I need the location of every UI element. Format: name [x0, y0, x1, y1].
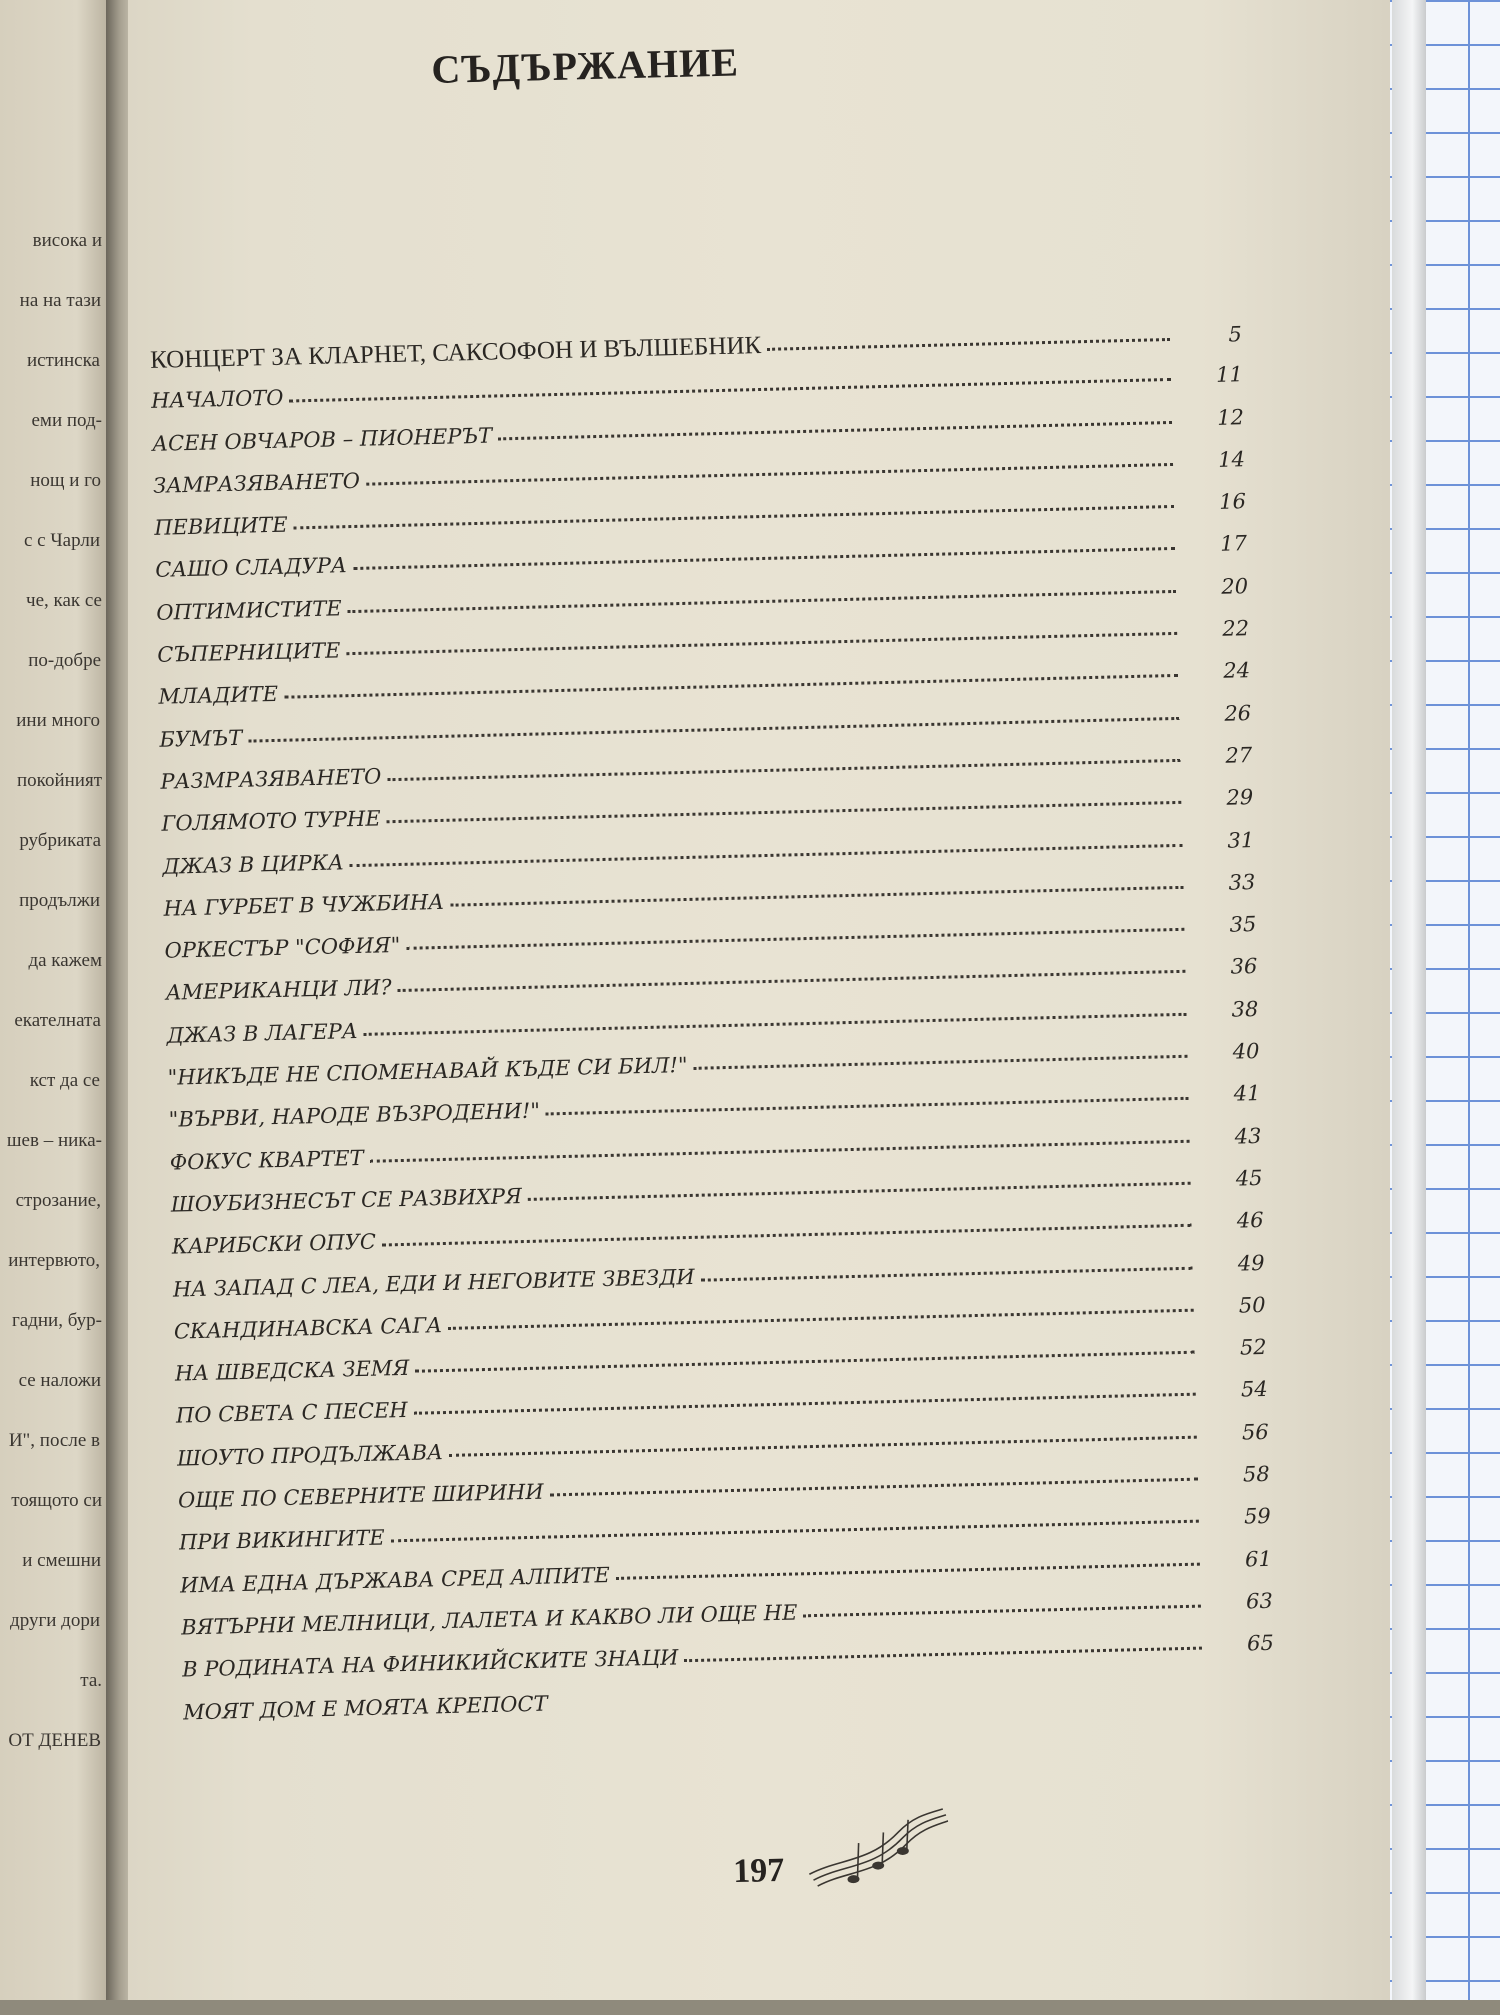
left-page-text-fragment: гадни, бур-: [12, 1310, 102, 1331]
toc-entry-title: ШОУБИЗНЕСЪТ СЕ РАЗВИХРЯ: [170, 1184, 523, 1217]
toc-entry-page: 16: [1218, 489, 1247, 515]
toc-entry-title: В РОДИНАТА НА ФИНИКИЙСКИТЕ ЗНАЦИ: [181, 1645, 679, 1682]
toc-entry-page: 54: [1240, 1377, 1268, 1402]
toc-entry-title: ДЖАЗ В ЛАГЕРА: [166, 1018, 359, 1048]
page-number: 197: [732, 1851, 785, 1891]
toc-entry-page: 33: [1228, 869, 1256, 895]
dot-leader: [450, 885, 1183, 907]
dot-leader: [346, 631, 1177, 655]
dot-leader: [366, 462, 1173, 486]
toc-entry-title: ПЕВИЦИТЕ: [153, 512, 288, 541]
left-page-text-fragment: кст да се: [29, 1070, 100, 1091]
left-page-text-fragment: продължи: [19, 890, 100, 911]
toc-entry-page: 11: [1215, 362, 1244, 388]
toc-entry-title: БУМЪТ: [159, 725, 243, 752]
toc-entry-title: МЛАДИТЕ: [158, 682, 279, 710]
toc-entry-page: 56: [1241, 1419, 1269, 1445]
left-page-text-fragment: се наложи: [18, 1370, 101, 1391]
toc-entry-page: 63: [1245, 1588, 1274, 1614]
toc-entry-page: 5: [1228, 322, 1243, 347]
dot-leader: [415, 1350, 1194, 1373]
toc-entry-page: 22: [1222, 616, 1250, 641]
toc-entry-page: 26: [1224, 700, 1252, 726]
dot-leader: [528, 1181, 1191, 1201]
toc-entry-page: 65: [1246, 1631, 1275, 1656]
toc-entry-page: 20: [1221, 573, 1249, 599]
toc-entry-title: СЪПЕРНИЦИТЕ: [157, 638, 341, 667]
toc-entry-page: 14: [1217, 447, 1246, 472]
toc-entry-title: ГОЛЯМОТО ТУРНЕ: [161, 806, 381, 837]
dot-leader: [414, 1392, 1196, 1415]
toc-entry-page: 29: [1226, 785, 1254, 811]
toc-entry-page: 46: [1236, 1208, 1264, 1233]
dot-leader: [449, 1434, 1197, 1456]
toc-entry-title: ЗАМРАЗЯВАНЕТО: [152, 468, 361, 498]
dot-leader: [803, 1604, 1201, 1618]
toc-entry-title: ОЩЕ ПО СЕВЕРНИТЕ ШИРИНИ: [177, 1479, 544, 1513]
left-page-text-fragment: да кажем: [28, 950, 102, 971]
left-page-text-fragment: шев – ника-: [6, 1130, 102, 1151]
toc-entry-page: 31: [1227, 827, 1255, 853]
dot-leader: [550, 1477, 1198, 1497]
toc-entry-page: 58: [1242, 1461, 1271, 1487]
dot-leader: [382, 1223, 1192, 1247]
toc-entry-title: ШОУТО ПРОДЪЛЖАВА: [176, 1439, 444, 1471]
left-page-text-fragment: рубриката: [19, 830, 101, 851]
dot-leader: [406, 927, 1184, 950]
left-page-text-fragment: тоящото си: [11, 1490, 102, 1511]
dot-leader: [391, 1519, 1199, 1543]
toc-entry-page: 59: [1243, 1504, 1272, 1529]
toc-entry-title: КОНЦЕРТ ЗА КЛАРНЕТ, САКСОФОН И ВЪЛШЕБНИК: [149, 331, 762, 374]
dot-leader: [684, 1646, 1202, 1663]
toc-entry-title: НА ЗАПАД С ЛЕА, ЕДИ И НЕГОВИТЕ ЗВЕЗДИ: [172, 1264, 695, 1302]
page-title: СЪДЪРЖАНИЕ: [430, 39, 740, 92]
toc-entry-title: САШО СЛАДУРА: [155, 553, 348, 583]
left-page-text-fragment: ОТ ДЕНЕВ: [8, 1730, 101, 1751]
contents-page-content: [104, 0, 1414, 2015]
left-page-text-fragment: И", после в: [8, 1430, 100, 1451]
dot-leader: [387, 758, 1180, 781]
toc-entry-title: СКАНДИНАВСКА САГА: [173, 1312, 443, 1344]
toc-entry-page: 49: [1237, 1250, 1265, 1276]
left-page-text-fragment: екателната: [14, 1010, 101, 1031]
dot-leader: [767, 337, 1170, 351]
dot-leader: [701, 1265, 1193, 1281]
left-page: [0, 0, 110, 2000]
toc-entry-title: АСЕН ОВЧАРОВ – ПИОНЕРЪТ: [151, 423, 493, 456]
toc-entry-page: 12: [1216, 404, 1245, 430]
contents-page: [128, 0, 1390, 2000]
toc-entry-page: 43: [1234, 1123, 1262, 1149]
dot-leader: [353, 546, 1175, 570]
left-page-text-fragment: истинска: [26, 350, 100, 371]
left-page-text-fragment: с с Чарли: [23, 530, 100, 551]
toc-entry-page: 45: [1235, 1165, 1263, 1191]
left-page-text-fragment: висока и: [32, 230, 102, 251]
toc-entry-page: 41: [1233, 1081, 1261, 1106]
left-page-text-fragment: на на тази: [19, 290, 101, 311]
left-page-text-fragment: еми под-: [31, 410, 102, 431]
dot-leader: [348, 589, 1176, 613]
toc-entry-page: 36: [1230, 954, 1258, 980]
toc-entry-page: 35: [1229, 912, 1257, 937]
toc-entry-page: 27: [1225, 743, 1253, 768]
toc-entry-page: 38: [1231, 996, 1259, 1022]
dot-leader: [350, 842, 1182, 866]
toc-entry-title: АМЕРИКАНЦИ ЛИ?: [165, 975, 392, 1006]
left-page-text-fragment: по-добре: [28, 650, 101, 671]
music-notes-ornament-icon: [798, 1801, 950, 1895]
toc-entry-title: ПРИ ВИКИНГИТЕ: [178, 1525, 385, 1555]
toc-entry-title: "НИКЪДЕ НЕ СПОМЕНАВАЙ КЪДЕ СИ БИЛ!": [167, 1053, 688, 1090]
toc-entry-page: 24: [1223, 658, 1251, 684]
dot-leader: [387, 800, 1182, 823]
dot-leader: [370, 1138, 1190, 1162]
left-page-text-fragment: други дори: [10, 1610, 100, 1631]
toc-entry-title: ОПТИМИСТИТЕ: [156, 596, 342, 625]
toc-entry-title: РАЗМРАЗЯВАНЕТО: [160, 764, 382, 794]
toc-entry-title: ДЖАЗ В ЦИРКА: [162, 849, 345, 879]
dot-leader: [398, 969, 1186, 992]
toc-entry-title: ПО СВЕТА С ПЕСЕН: [175, 1398, 408, 1429]
left-page-text-fragment: ини много: [16, 710, 100, 731]
toc-entry-title: ФОКУС КВАРТЕТ: [169, 1145, 364, 1175]
dot-leader: [694, 1054, 1188, 1070]
toc-entry-title: КАРИБСКИ ОПУС: [171, 1229, 377, 1259]
toc-entry-title: "ВЪРВИ, НАРОДЕ ВЪЗРОДЕНИ!": [168, 1098, 541, 1133]
toc-entry-page: 52: [1239, 1335, 1267, 1360]
left-page-text-fragment: интервюто,: [8, 1250, 100, 1271]
dot-leader: [498, 420, 1172, 440]
toc-entry-page: 61: [1244, 1546, 1273, 1572]
left-page-text-fragment: та.: [80, 1670, 102, 1691]
left-page-text-fragment: че, как се: [26, 590, 102, 611]
toc-entry-page: 40: [1232, 1039, 1260, 1064]
table-of-contents: [150, 320, 1276, 1742]
left-page-text-fragment: и смешни: [22, 1550, 101, 1571]
left-page-text-fragment: строзание,: [15, 1190, 101, 1211]
toc-entry-page: 17: [1219, 531, 1248, 557]
dot-leader: [364, 1012, 1187, 1036]
toc-entry-title: НА ГУРБЕТ В ЧУЖБИНА: [163, 889, 445, 921]
toc-entry-title: ОРКЕСТЪР "СОФИЯ": [164, 933, 401, 963]
left-page-text-fragment: нощ и го: [30, 470, 101, 491]
toc-entry-title: ВЯТЪРНИ МЕЛНИЦИ, ЛАЛЕТА И КАКВО ЛИ ОЩЕ НЕ: [180, 1600, 798, 1640]
dot-leader: [448, 1308, 1194, 1330]
toc-entry-title: НА ШВЕДСКА ЗЕМЯ: [174, 1356, 410, 1386]
left-page-text-fragment: покойният: [17, 770, 102, 791]
toc-entry-title: ИМА ЕДНА ДЪРЖАВА СРЕД АЛПИТЕ: [179, 1562, 611, 1598]
toc-entry-title: НАЧАЛОТО: [150, 385, 284, 414]
toc-entry-page: 50: [1238, 1292, 1266, 1318]
dot-leader: [616, 1561, 1200, 1579]
dot-leader: [546, 1096, 1189, 1116]
toc-entry-title: МОЯТ ДОМ Е МОЯТА КРЕПОСТ: [182, 1691, 548, 1724]
